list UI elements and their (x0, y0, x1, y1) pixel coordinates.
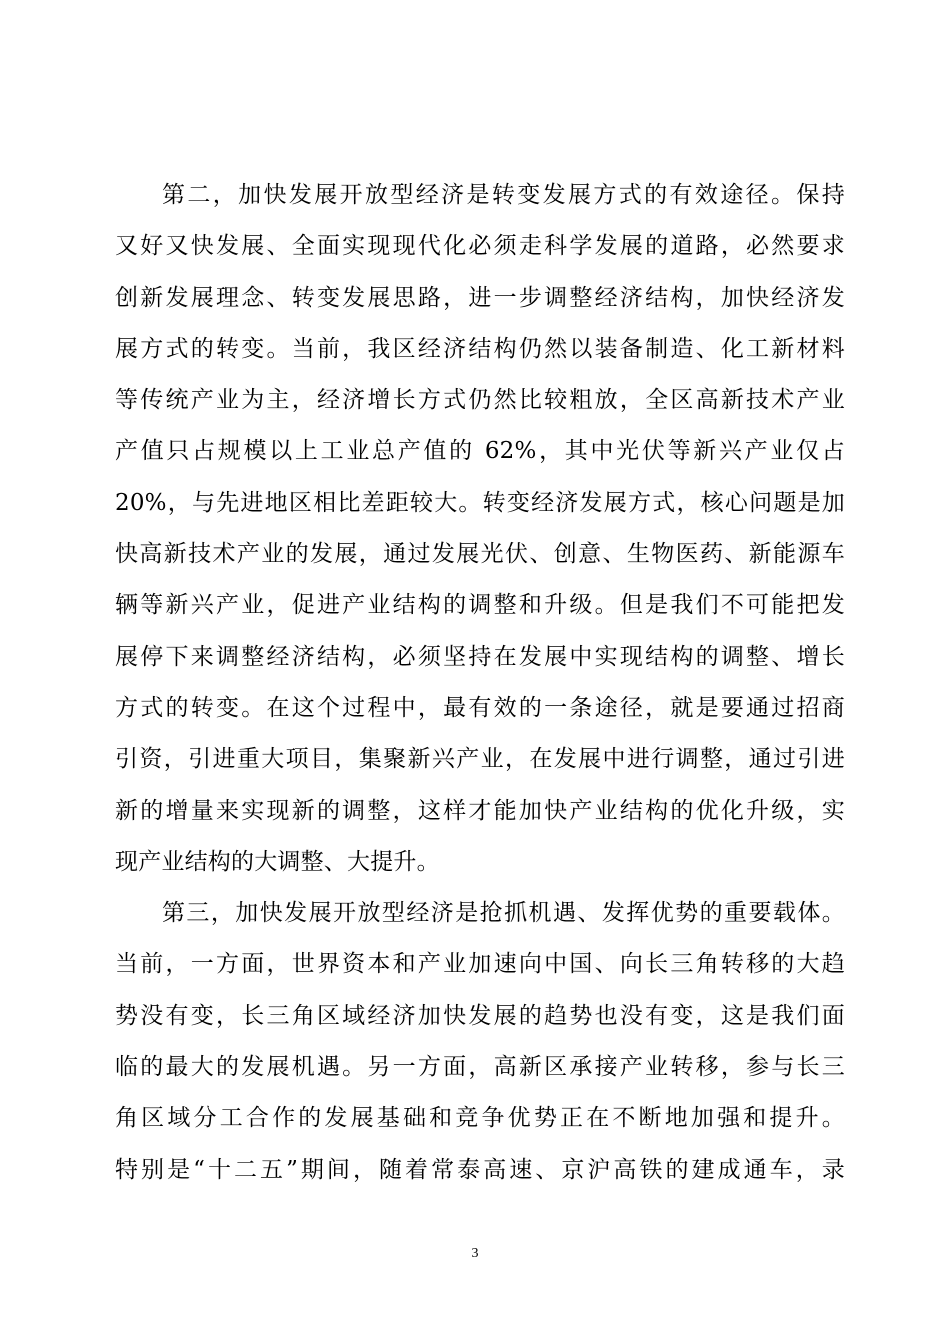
paragraph-1-line: 又好又快发展、全面实现现代化必须走科学发展的道路，必然要求 (115, 233, 845, 260)
page-number: 3 (471, 1246, 479, 1261)
paragraph-1-line: 第二，加快发展开放型经济是转变发展方式的有效途径。保持 (162, 182, 845, 208)
paragraph-2-line: 势没有变，长三角区域经济加快发展的趋势也没有变，这是我们面 (115, 1002, 845, 1029)
paragraph-2-line: 临的最大的发展机遇。另一方面，高新区承接产业转移，参与长三 (115, 1054, 845, 1081)
paragraph-1-line: 展方式的转变。当前，我区经济结构仍然以装备制造、化工新材料 (115, 335, 845, 362)
paragraph-2-line: 当前，一方面，世界资本和产业加速向中国、向长三角转移的大趋 (115, 951, 845, 978)
paragraph-1-line: 20%，与先进地区相比差距较大。转变经济发展方式，核心问题是加 (115, 489, 845, 516)
paragraph-1-line: 产值只占规模以上工业总产值的 62%，其中光伏等新兴产业仅占 (115, 438, 845, 465)
body-text (115, 170, 845, 1196)
paragraph-1-line: 方式的转变。在这个过程中，最有效的一条途径，就是要通过招商 (115, 694, 845, 721)
paragraph-1-line: 等传统产业为主，经济增长方式仍然比较粗放，全区高新技术产业 (115, 387, 845, 414)
paragraph-2-line: 角区域分工合作的发展基础和竞争优势正在不断地加强和提升。 (115, 1105, 845, 1132)
paragraph-1-line: 展停下来调整经济结构，必须坚持在发展中实现结构的调整、增长 (115, 643, 845, 670)
paragraph-1-line: 现产业结构的大调整、大提升。 (115, 848, 440, 875)
paragraph-2-line: 特别是“十二五”期间，随着常泰高速、京沪高铁的建成通车，录 (115, 1156, 845, 1183)
paragraph-1-line: 引资，引进重大项目，集聚新兴产业，在发展中进行调整，通过引进 (115, 746, 845, 773)
paragraph-1-line: 快高新技术产业的发展，通过发展光伏、创意、生物医药、新能源车 (115, 541, 845, 568)
paragraph-1-line: 辆等新兴产业，促进产业结构的调整和升级。但是我们不可能把发 (115, 592, 845, 619)
paragraph-1-line: 新的增量来实现新的调整，这样才能加快产业结构的优化升级，实 (115, 797, 845, 824)
paragraph-1-line: 创新发展理念、转变发展思路，进一步调整经济结构，加快经济发 (115, 284, 845, 311)
paragraph-2-line: 第三，加快发展开放型经济是抢抓机遇、发挥优势的重要载体。 (162, 900, 845, 927)
